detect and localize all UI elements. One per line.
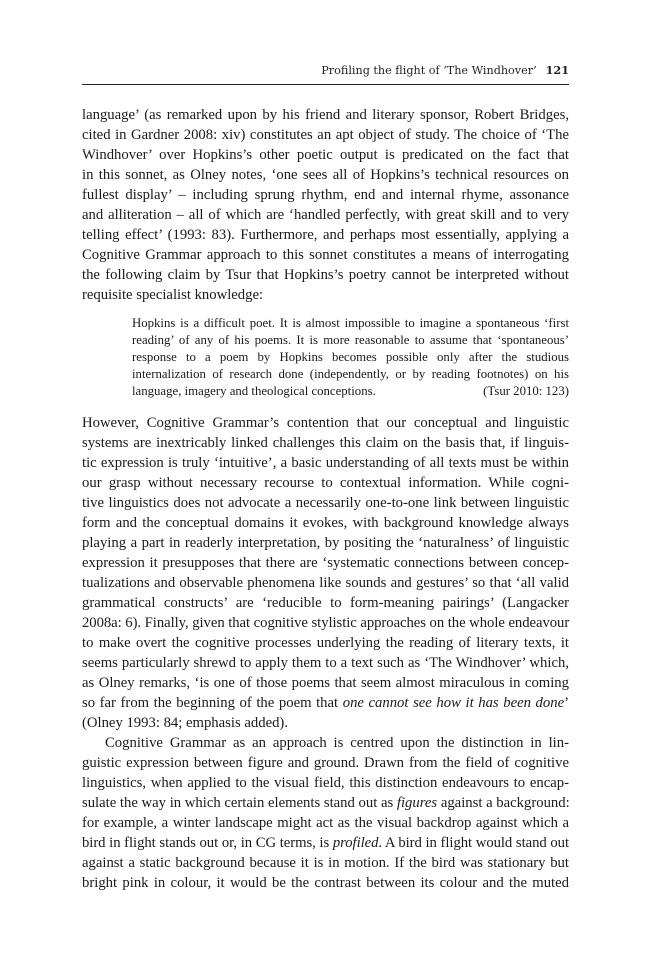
text-line: tic expression is truly ‘intuitive’, a basic understanding of all texts must be within bbox=[82, 455, 569, 471]
text-line: requisite specialist knowledge: bbox=[82, 287, 264, 303]
page-number: 121 bbox=[545, 63, 569, 77]
text-line: bright pink in colour, it would be the contrast between its colour and the muted bbox=[82, 875, 569, 891]
text-line bbox=[82, 693, 569, 713]
text-line: form and the conceptual domains it evokes, with background knowledge always bbox=[82, 515, 569, 531]
text-line: grammatical constructs’ are ‘reducible to form-meaning pairings’ (Langacker bbox=[82, 595, 569, 611]
text-line: seems particularly shrewd to apply them to a text such as ‘The Windhover’ which, bbox=[82, 655, 569, 671]
text-line: playing a part in readerly interpretation, by positing the ‘naturalness’ of linguistic bbox=[82, 535, 569, 551]
text-line: telling effect’ (1993: 83). Furthermore, and perhaps most essentially, applying a bbox=[82, 227, 569, 243]
text-line bbox=[82, 793, 569, 813]
text-line: expression it presupposes that there are ‘systematic connections between concep- bbox=[82, 555, 569, 571]
text-line: the following claim by Tsur that Hopkins’s poetry cannot be interpreted without bbox=[82, 267, 569, 283]
text-line: our grasp without necessary recourse to contextual information. While cogni- bbox=[82, 475, 569, 491]
text-line: against a static background because it is in motion. If the bird was stationary but bbox=[82, 855, 569, 871]
text-line: cited in Gardner 2008: xiv) constitutes an apt object of study. The choice of ‘The bbox=[82, 127, 569, 143]
blockquote-line: language, imagery and theological conceptions. bbox=[132, 384, 376, 398]
text-line: Windhover’ over Hopkins’s other poetic output is predicated on the fact that bbox=[82, 147, 569, 163]
text-line: Cognitive Grammar as an approach is centred upon the distinction in lin- bbox=[105, 735, 569, 751]
emphasis-text: figures bbox=[396, 795, 438, 811]
text-line: However, Cognitive Grammar’s contention that our conceptual and linguistic bbox=[82, 415, 569, 431]
running-title: Profiling the flight of ‘The Windhover’ bbox=[321, 64, 537, 77]
text-line bbox=[82, 833, 569, 853]
text-line: Cognitive Grammar approach to this sonnet constitutes a means of interrogating bbox=[82, 247, 569, 263]
text-span: so far from the beginning of the poem that bbox=[82, 695, 343, 711]
blockquote-line: internalization of research done (independently, or by reading footnotes) on his bbox=[132, 367, 569, 381]
text-line: in this sonnet, as Olney notes, ‘one sees all of Hopkins’s technical resources on bbox=[82, 167, 569, 183]
emphasis-text: profiled bbox=[332, 835, 379, 851]
text-span: sulate the way in which certain elements stand out as bbox=[82, 795, 397, 811]
text-line: for example, a winter landscape might act as the visual backdrop against which a bbox=[82, 815, 569, 831]
text-line: language’ (as remarked upon by his friend and literary sponsor, Robert Bridges, bbox=[82, 107, 569, 123]
blockquote-line: Hopkins is a difficult poet. It is almost impossible to imagine a spontaneous ‘first bbox=[132, 316, 569, 330]
text-span: . A bird in flight would stand out bbox=[378, 835, 569, 851]
text-line: and alliteration – all of which are ‘handled perfectly, with great skill and to very bbox=[82, 207, 569, 223]
text-span: bird in flight stands out or, in CG terms, is bbox=[82, 835, 333, 851]
text-span: against a background: bbox=[437, 795, 570, 811]
text-line: systems are inextricably linked challenges this claim on the basis that, if linguis- bbox=[82, 435, 569, 451]
text-line: to make overt the cognitive processes underlying the reading of literary texts, it bbox=[82, 635, 569, 651]
text-line: guistic expression between figure and ground. Drawn from the field of cognitive bbox=[82, 755, 569, 771]
text-line: as Olney remarks, ‘is one of those poems that seem almost miraculous in coming bbox=[82, 675, 569, 691]
blockquote-line: reading’ of any of his poems. It is more reasonable to assume that ‘spontaneous’ bbox=[132, 333, 569, 347]
text-span: ’ bbox=[564, 695, 569, 711]
running-head bbox=[82, 62, 569, 79]
text-line: 2008a: 6). Finally, given that cognitive stylistic approaches on the whole endeavour bbox=[82, 615, 570, 631]
emphasis-text: one cannot see how it has been done bbox=[342, 695, 565, 711]
text-line: linguistics, when applied to the visual field, this distinction endeavours to encap- bbox=[82, 775, 569, 791]
text-line: tualizations and observable phenomena like sounds and gestures’ so that ‘all valid bbox=[82, 575, 569, 591]
blockquote-last-line bbox=[132, 383, 569, 400]
header-rule bbox=[82, 84, 569, 85]
text-line: fullest display’ – including sprung rhythm, end and internal rhyme, assonance bbox=[82, 187, 569, 203]
text-line: (Olney 1993: 84; emphasis added). bbox=[82, 715, 288, 731]
blockquote-line: response to a poem by Hopkins becomes possible only after the studious bbox=[132, 350, 569, 364]
blockquote-citation: (Tsur 2010: 123) bbox=[483, 384, 569, 398]
text-line: tive linguistics does not advocate a necessarily one-to-one link between linguistic bbox=[82, 495, 569, 511]
